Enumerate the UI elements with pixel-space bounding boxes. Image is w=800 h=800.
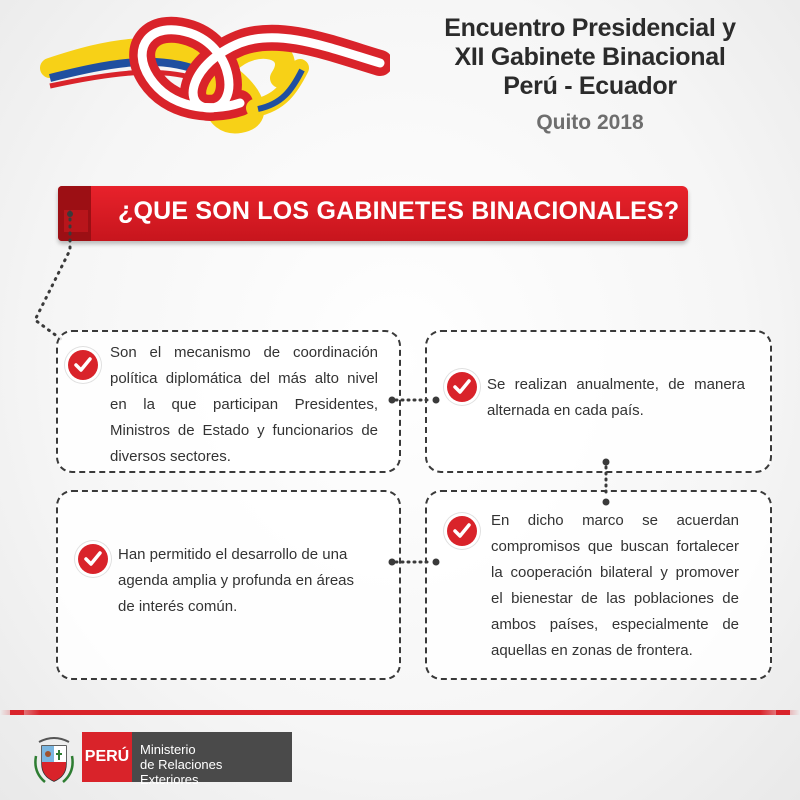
- connector-dots-banner: [25, 210, 85, 350]
- section-banner: [58, 186, 688, 241]
- card-annual: [425, 330, 772, 473]
- connector-dots-4-3: [388, 556, 440, 568]
- card-commitments: [425, 490, 772, 680]
- banner-title: ¿QUE SON LOS GABINETES BINACIONALES?: [118, 197, 680, 225]
- card-text: Son el mecanismo de coordinación política diplomática del más alto nivel en la que participan Presidentes, Ministros de Estado y funcionarios de diversos sectores.: [110, 344, 378, 465]
- footer-divider-dash-right: [776, 710, 790, 715]
- footer-divider-dash-left: [10, 710, 24, 715]
- ministry-line-2: de Relaciones Exteriores: [140, 757, 223, 787]
- checkmark-icon: [447, 516, 477, 546]
- checkmark-icon: [447, 372, 477, 402]
- connector-dots-1-2: [388, 394, 440, 406]
- footer-divider: [0, 710, 800, 715]
- connector-dots-2-4: [599, 458, 613, 506]
- peru-coat-of-arms-icon: [33, 734, 75, 786]
- peru-label: PERÚ: [82, 732, 132, 782]
- ministry-name: [132, 732, 292, 787]
- ministry-logo: [82, 732, 292, 787]
- header-subtitle: Quito 2018: [536, 111, 644, 134]
- checkmark-icon: [68, 350, 98, 380]
- title-line-3: Perú - Ecuador: [503, 72, 677, 100]
- card-mechanism: [56, 330, 401, 473]
- checkmark-icon: [78, 544, 108, 574]
- card-text: Se realizan anualmente, de manera alternada en cada país.: [487, 376, 745, 419]
- card-text: En dicho marco se acuerdan compromisos que buscan fortalecer la cooperación bilateral y promover el bienestar de las poblaciones de ambos países, especialmente de aquellas en zonas de frontera.: [491, 512, 739, 659]
- ministry-line-1: Ministerio: [140, 742, 196, 757]
- header-title: [400, 14, 780, 101]
- card-agenda: [56, 490, 401, 680]
- title-line-2: XII Gabinete Binacional: [454, 43, 726, 71]
- card-text: Han permitido el desarrollo de una agenda amplia y profunda en áreas de interés común.: [118, 546, 355, 615]
- binational-knot-logo: [40, 8, 390, 138]
- title-line-1: Encuentro Presidencial y: [444, 14, 736, 42]
